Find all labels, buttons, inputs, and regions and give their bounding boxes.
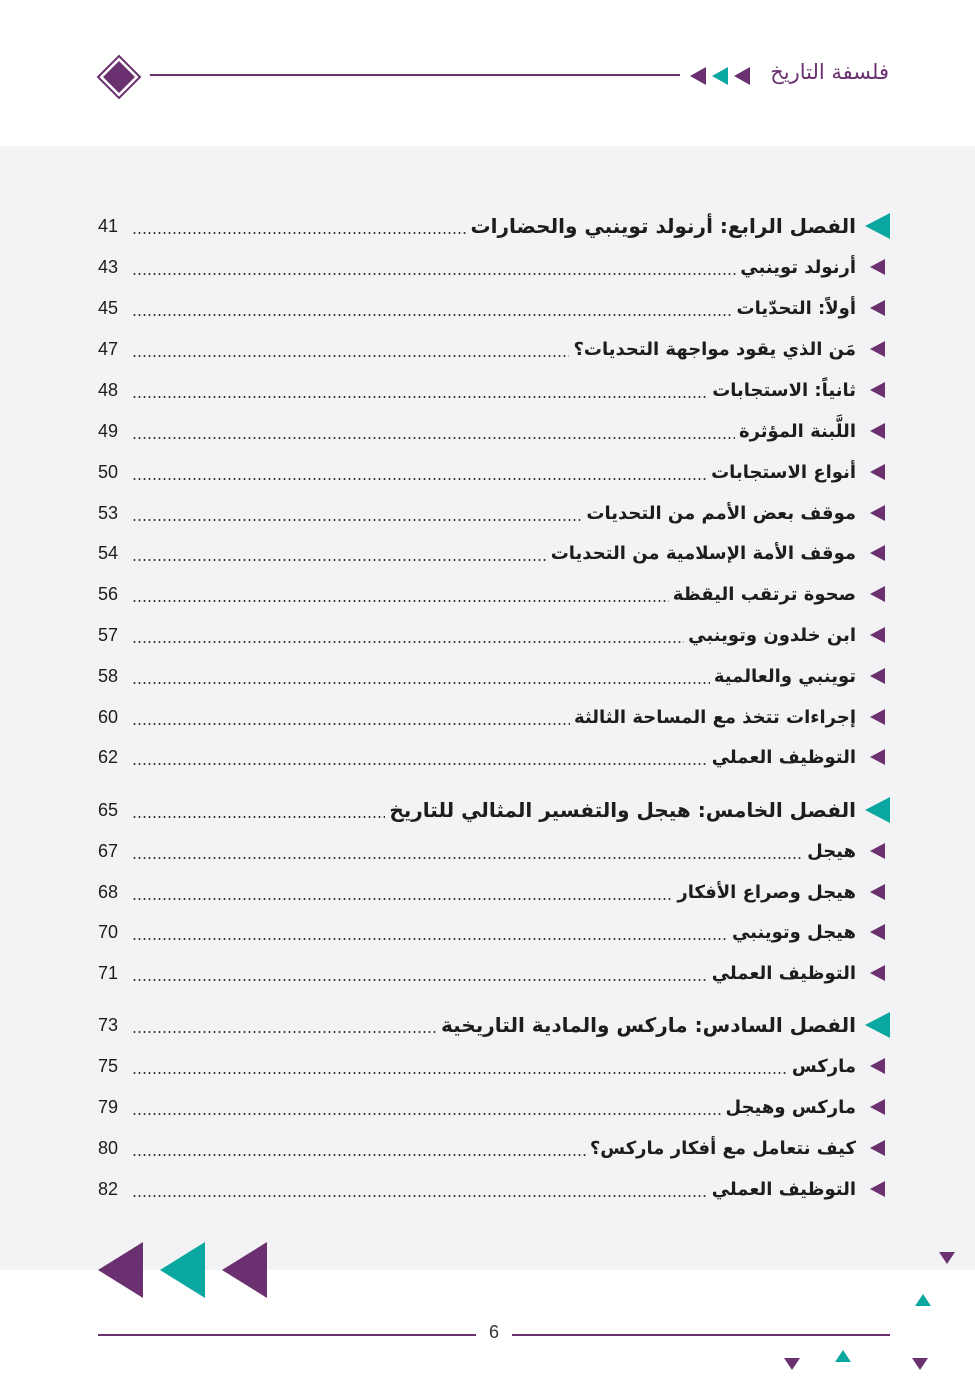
toc-entry-title: ثانياً: الاستجابات bbox=[712, 379, 856, 401]
toc-entry-title: أنواع الاستجابات bbox=[711, 461, 856, 483]
toc-entry-title: هيجل bbox=[807, 840, 856, 862]
dot-leader bbox=[132, 857, 803, 859]
footer-rule-right bbox=[512, 1334, 890, 1336]
dot-leader bbox=[132, 1154, 586, 1156]
small-up-triangle-icon bbox=[834, 1348, 852, 1364]
toc-chapter-row bbox=[98, 211, 892, 241]
dot-leader bbox=[132, 273, 736, 275]
section-bullet-icon bbox=[862, 503, 892, 523]
section-bullet-icon bbox=[862, 747, 892, 767]
section-bullet-icon bbox=[862, 380, 892, 400]
toc-entry-title: الفصل الرابع: أرنولد توينبي والحضارات bbox=[470, 214, 856, 238]
dot-leader bbox=[132, 816, 385, 818]
toc-entry-title: التوظيف العملي bbox=[711, 962, 856, 984]
toc-section-row bbox=[98, 958, 892, 988]
toc-page-number: 80 bbox=[98, 1137, 119, 1158]
section-bullet-icon bbox=[862, 584, 892, 604]
section-bullet-icon bbox=[862, 922, 892, 942]
toc-section-row bbox=[98, 579, 892, 609]
section-bullet-icon bbox=[862, 963, 892, 983]
toc-entry-title: موقف بعض الأمم من التحديات bbox=[586, 502, 856, 524]
section-bullet-icon bbox=[862, 1179, 892, 1199]
toc-entry-title: ماركس وهيجل bbox=[725, 1096, 856, 1118]
toc-entry-title: مَن الذي يقود مواجهة التحديات؟ bbox=[573, 338, 856, 360]
toc-section-row bbox=[98, 1174, 892, 1204]
toc-section-row bbox=[98, 661, 892, 691]
toc-page-number: 43 bbox=[98, 256, 119, 277]
toc-section-row bbox=[98, 742, 892, 772]
toc-section-row bbox=[98, 416, 892, 446]
toc-page-number: 49 bbox=[98, 420, 119, 441]
toc-section-row bbox=[98, 620, 892, 650]
dot-leader bbox=[132, 478, 707, 480]
dot-leader bbox=[132, 763, 708, 765]
toc-page-number: 73 bbox=[98, 1014, 119, 1035]
toc-section-row bbox=[98, 917, 892, 947]
toc-page-number: 62 bbox=[98, 746, 119, 767]
page-header bbox=[0, 0, 975, 146]
toc-section-row bbox=[98, 375, 892, 405]
toc-page-number: 65 bbox=[98, 799, 119, 820]
toc-section-row bbox=[98, 1051, 892, 1081]
toc-page-number: 45 bbox=[98, 297, 119, 318]
dot-leader bbox=[132, 519, 582, 521]
toc-entry-title: إجراءات تتخذ مع المساحة الثالثة bbox=[574, 706, 856, 728]
section-bullet-icon bbox=[862, 257, 892, 277]
chapter-bullet-icon bbox=[862, 1010, 892, 1040]
diamond-icon bbox=[96, 54, 142, 100]
dot-leader bbox=[132, 1072, 788, 1074]
section-bullet-icon bbox=[862, 882, 892, 902]
toc-page-number: 70 bbox=[98, 921, 119, 942]
toc-section-row bbox=[98, 1092, 892, 1122]
dot-leader bbox=[132, 723, 570, 725]
dot-leader bbox=[132, 314, 733, 316]
toc-section-row bbox=[98, 538, 892, 568]
toc-page-number: 57 bbox=[98, 624, 119, 645]
toc-page-number: 54 bbox=[98, 542, 119, 563]
toc-page-number: 58 bbox=[98, 665, 119, 686]
toc-entry-title: هيجل وتوينبي bbox=[731, 921, 856, 943]
toc-page-number: 75 bbox=[98, 1055, 119, 1076]
toc-page-number: 79 bbox=[98, 1096, 119, 1117]
dot-leader bbox=[132, 1031, 437, 1033]
small-down-triangle-icon bbox=[938, 1250, 956, 1266]
dot-leader bbox=[132, 437, 735, 439]
toc-page-number: 60 bbox=[98, 706, 119, 727]
dot-leader bbox=[132, 1195, 708, 1197]
toc-page-number: 71 bbox=[98, 962, 119, 983]
toc-page-number: 50 bbox=[98, 461, 119, 482]
toc-page-number: 47 bbox=[98, 338, 119, 359]
toc-entry-title: ابن خلدون وتوينبي bbox=[688, 624, 856, 646]
dot-leader bbox=[132, 898, 673, 900]
dot-leader bbox=[132, 682, 710, 684]
toc-entry-title: كيف نتعامل مع أفكار ماركس؟ bbox=[589, 1137, 856, 1159]
toc-entry-title: الفصل السادس: ماركس والمادية التاريخية bbox=[441, 1013, 856, 1037]
page-number: 6 bbox=[488, 1322, 499, 1342]
small-up-triangle-icon bbox=[914, 1292, 932, 1308]
section-bullet-icon bbox=[862, 625, 892, 645]
toc-entry-title: أرنولد توينبي bbox=[740, 256, 856, 278]
toc-entry-title: توينبي والعالمية bbox=[713, 665, 856, 687]
toc-section-row bbox=[98, 498, 892, 528]
section-bullet-icon bbox=[862, 462, 892, 482]
dot-leader bbox=[132, 396, 708, 398]
toc-page-number: 56 bbox=[98, 583, 119, 604]
footer-rule-left bbox=[98, 1334, 476, 1336]
toc-entry-title: الفصل الخامس: هيجل والتفسير المثالي للتاريخ bbox=[389, 798, 856, 822]
header-rule bbox=[150, 74, 680, 76]
toc-section-row bbox=[98, 836, 892, 866]
toc-section-row bbox=[98, 293, 892, 323]
toc-page-number: 53 bbox=[98, 502, 119, 523]
section-bullet-icon bbox=[862, 1097, 892, 1117]
toc-section-row bbox=[98, 457, 892, 487]
toc-entry-title: التوظيف العملي bbox=[711, 746, 856, 768]
dot-leader bbox=[132, 938, 728, 940]
toc-section-row bbox=[98, 1133, 892, 1163]
chapter-bullet-icon bbox=[862, 211, 892, 241]
toc-section-row bbox=[98, 252, 892, 282]
toc-entry-title: اللَّبنة المؤثرة bbox=[738, 420, 856, 442]
toc-page-number: 82 bbox=[98, 1178, 119, 1199]
toc-chapter-row bbox=[98, 1010, 892, 1040]
section-bullet-icon bbox=[862, 707, 892, 727]
small-down-triangle-icon bbox=[783, 1356, 801, 1372]
dot-leader bbox=[132, 600, 669, 602]
section-bullet-icon bbox=[862, 1138, 892, 1158]
toc-page-number: 67 bbox=[98, 840, 119, 861]
footer-large-triangles-icon bbox=[96, 1240, 272, 1300]
dot-leader bbox=[132, 232, 467, 234]
small-down-triangle-icon bbox=[911, 1356, 929, 1372]
dot-leader bbox=[132, 355, 569, 357]
toc-section-row bbox=[98, 702, 892, 732]
toc-entry-title: ماركس bbox=[791, 1055, 856, 1077]
dot-leader bbox=[132, 559, 547, 561]
toc-page-number: 48 bbox=[98, 379, 119, 400]
toc-page-number: 41 bbox=[98, 215, 119, 236]
section-bullet-icon bbox=[862, 841, 892, 861]
chapter-bullet-icon bbox=[862, 795, 892, 825]
header-triangles-icon bbox=[688, 66, 760, 86]
section-bullet-icon bbox=[862, 421, 892, 441]
toc-page-number: 68 bbox=[98, 881, 119, 902]
toc-chapter-row bbox=[98, 795, 892, 825]
book-title: فلسفة التاريخ bbox=[770, 60, 889, 84]
toc-entry-title: أولاً: التحدّيات bbox=[736, 297, 856, 319]
section-bullet-icon bbox=[862, 339, 892, 359]
toc-entry-title: صحوة ترتقب اليقظة bbox=[672, 583, 856, 605]
toc-section-row bbox=[98, 334, 892, 364]
toc-entry-title: هيجل وصراع الأفكار bbox=[677, 881, 856, 903]
dot-leader bbox=[132, 979, 708, 981]
toc-entry-title: التوظيف العملي bbox=[711, 1178, 856, 1200]
section-bullet-icon bbox=[862, 298, 892, 318]
section-bullet-icon bbox=[862, 543, 892, 563]
dot-leader bbox=[132, 641, 684, 643]
section-bullet-icon bbox=[862, 666, 892, 686]
dot-leader bbox=[132, 1113, 722, 1115]
toc-section-row bbox=[98, 877, 892, 907]
toc-entry-title: موقف الأمة الإسلامية من التحديات bbox=[550, 542, 856, 564]
section-bullet-icon bbox=[862, 1056, 892, 1076]
